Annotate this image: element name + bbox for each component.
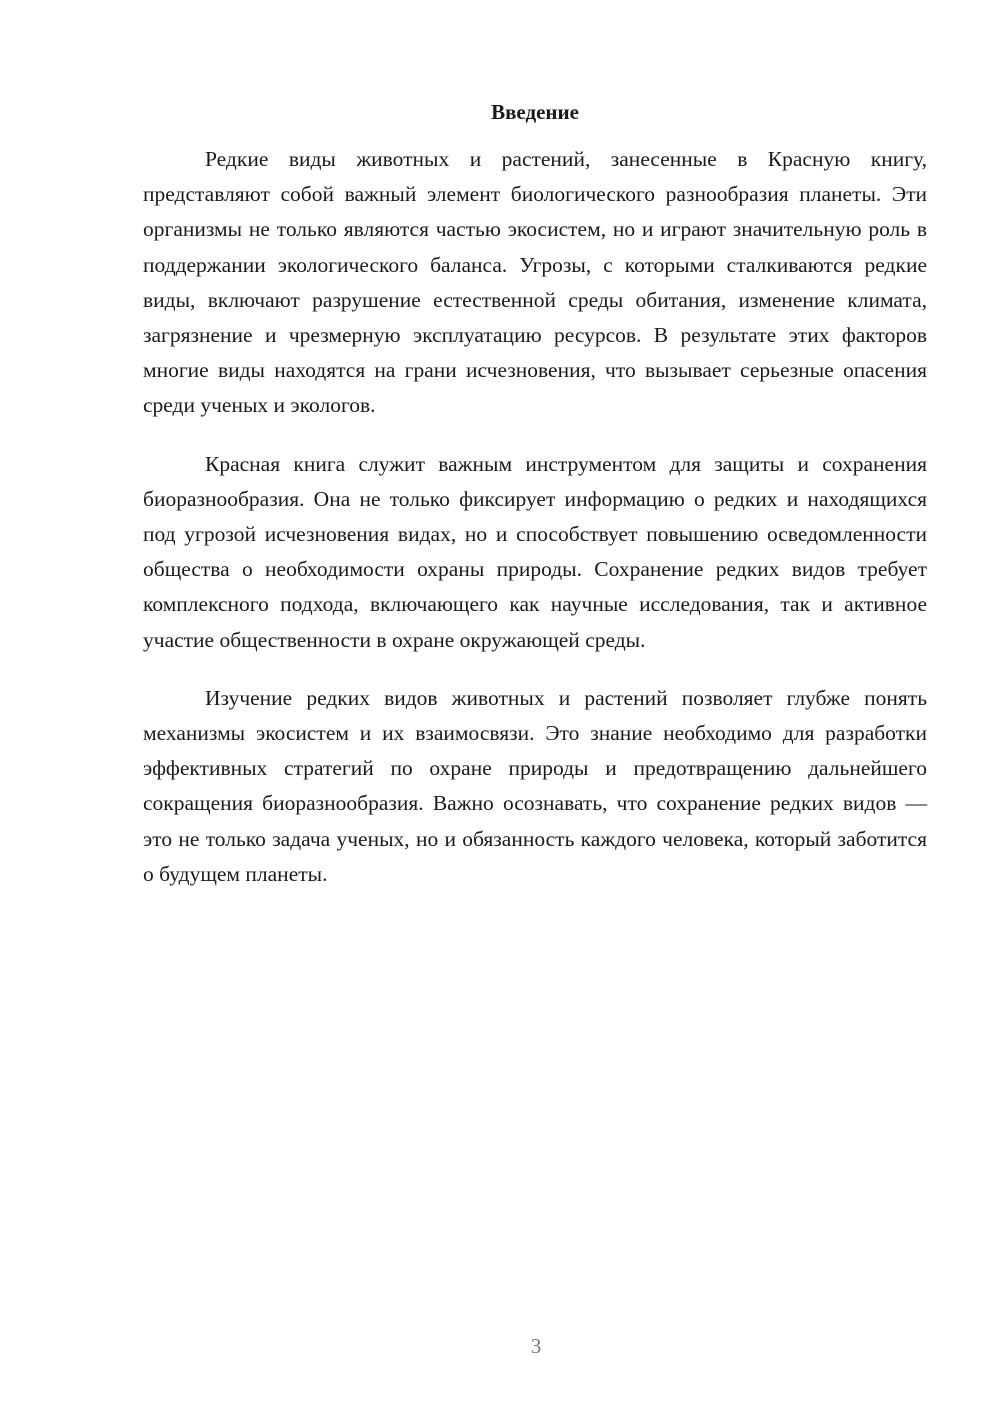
section-title: Введение <box>491 100 579 124</box>
paragraph-3: Изучение редких видов животных и растений позволяет глубже понять механизмы экосистем и их взаимосвязи. Это знание необходимо для разработки эффективных стратегий по охране природы и предотвращению дальнейшего сокращения биоразнообразия. Важно осознавать, что сохранение редких видов — это не только задача ученых, но и обязанность каждого человека, который заботится о будущем планеты. <box>143 685 927 886</box>
paragraph-1: Редкие виды животных и растений, занесенные в Красную книгу, представляют собой важный элемент биологического разнообразия планеты. Эти организмы не только являются частью экосистем, но и играют значительную роль в поддержании экологического баланса. Угрозы, с которыми сталкиваются редкие виды, включают разрушение естественной среды обитания, изменение климата, загрязнение и чрезмерную эксплуатацию ресурсов. В результате этих факторов многие виды находятся на грани исчезновения, что вызывает серьезные опасения среди ученых и экологов. <box>143 147 927 418</box>
page-number: 3 <box>530 1334 542 1358</box>
page-content <box>143 96 927 915</box>
paragraph-2: Красная книга служит важным инструментом для защиты и сохранения биоразнообразия. Она не только фиксирует информацию о редких и находящихся под угрозой исчезновения видах, но и способствует повышению осведомленности общества о необходимости охраны природы. Сохранение редких видов требует комплексного подхода, включающего как научные исследования, так и активное участие общественности в охране окружающей среды. <box>143 451 927 652</box>
